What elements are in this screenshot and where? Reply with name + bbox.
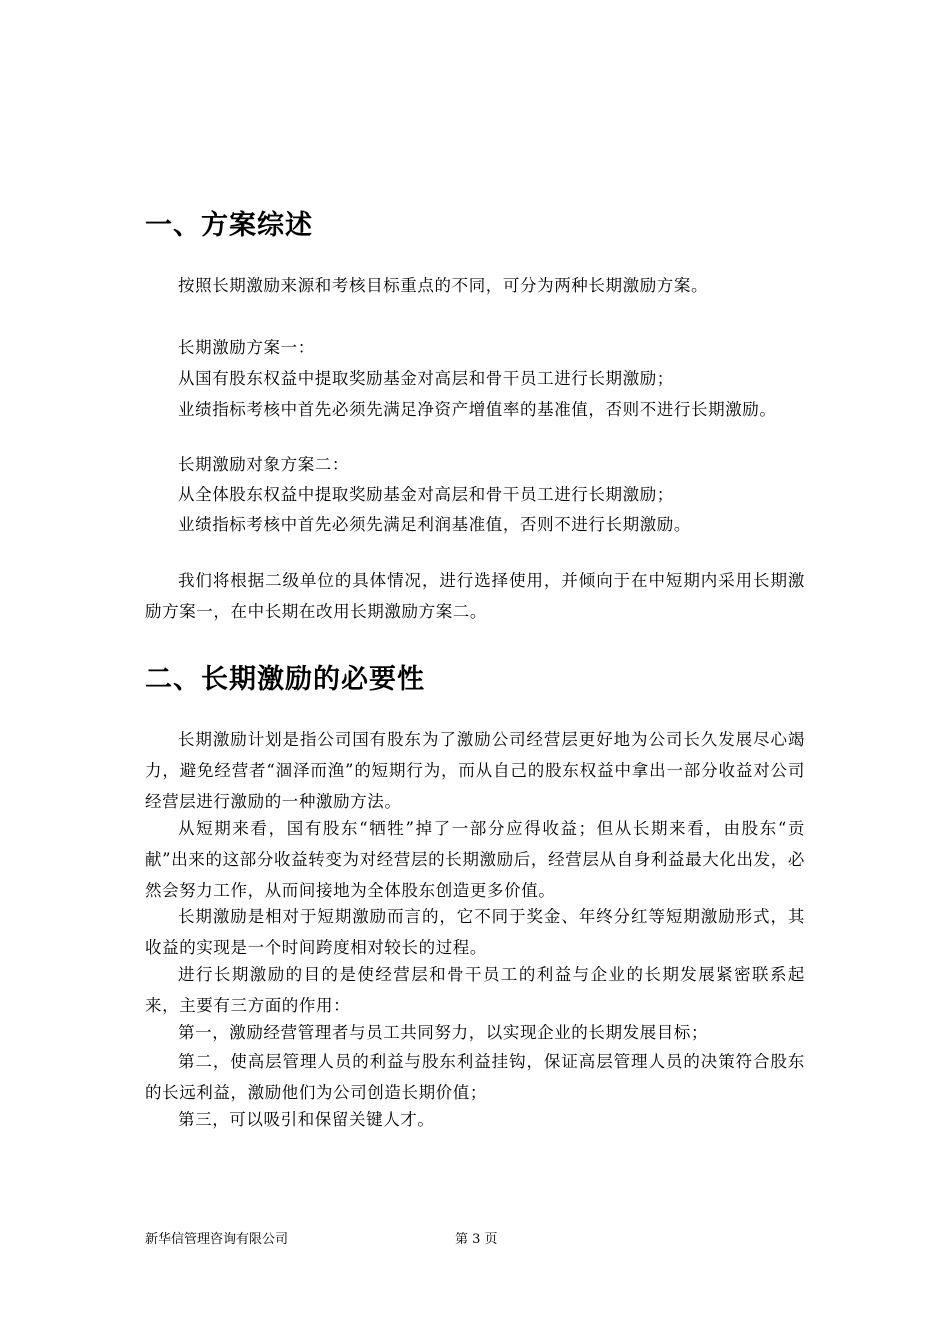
footer-company: 新华信管理咨询有限公司 <box>145 1232 289 1247</box>
section-2-point-3: 第三，可以吸引和保留关键人才。 <box>178 1110 435 1129</box>
section-2-heading: 二、长期激励的必要性 <box>145 664 425 695</box>
section-2-paragraph-3: 长期激励是相对于短期激励而言的，它不同于奖金、年终分红等短期激励形式，其收益的实现是一个时间跨度相对较长的过程。 <box>145 907 805 957</box>
section-1-conclusion: 我们将根据二级单位的具体情况，进行选择使用，并倾向于在中短期内采用长期激励方案一，在中长期在改用长期激励方案二。 <box>145 571 805 621</box>
plan-1-source: 从国有股东权益中提取奖励基金对高层和骨干员工进行长期激励； <box>178 369 674 388</box>
plan-2-condition: 业绩指标考核中首先必须先满足利润基准值，否则不进行长期激励。 <box>178 515 691 534</box>
section-1-heading: 一、方案综述 <box>145 210 313 241</box>
plan-1-title: 长期激励方案一： <box>178 338 315 357</box>
footer-page-number: 第 3 页 <box>455 1232 498 1247</box>
section-1-intro: 按照长期激励来源和考核目标重点的不同，可分为两种长期激励方案。 <box>178 276 709 295</box>
plan-2-source: 从全体股东权益中提取奖励基金对高层和骨干员工进行长期激励； <box>178 485 674 504</box>
plan-1-condition: 业绩指标考核中首先必须先满足净资产增值率的基准值，否则不进行长期激励。 <box>178 400 777 419</box>
section-2-point-2: 第二，使高层管理人员的利益与股东利益挂钩，保证高层管理人员的决策符合股东的长远利益，激励他们为公司创造长期价值； <box>145 1052 805 1102</box>
section-2-paragraph-4: 进行长期激励的目的是使经营层和骨干员工的利益与企业的长期发展紧密联系起来，主要有三方面的作用： <box>145 965 805 1015</box>
section-2-paragraph-2: 从短期来看，国有股东“牺牲”掉了一部分应得收益；但从长期来看，由股东“贡献”出来的这部分收益转变为对经营层的长期激励后，经营层从自身利益最大化出发，必然会努力工作，从而间接地为全体股东创造更多价值。 <box>145 819 805 900</box>
section-2-paragraph-1: 长期激励计划是指公司国有股东为了激励公司经营层更好地为公司长久发展尽心竭力，避免经营者“涸泽而渔”的短期行为，而从自己的股东权益中拿出一部分收益对公司经营层进行激励的一种激励方法。 <box>145 730 805 811</box>
section-2-point-1: 第一，激励经营管理者与员工共同努力，以实现企业的长期发展目标； <box>178 1023 709 1042</box>
plan-2-title: 长期激励对象方案二： <box>178 455 349 474</box>
